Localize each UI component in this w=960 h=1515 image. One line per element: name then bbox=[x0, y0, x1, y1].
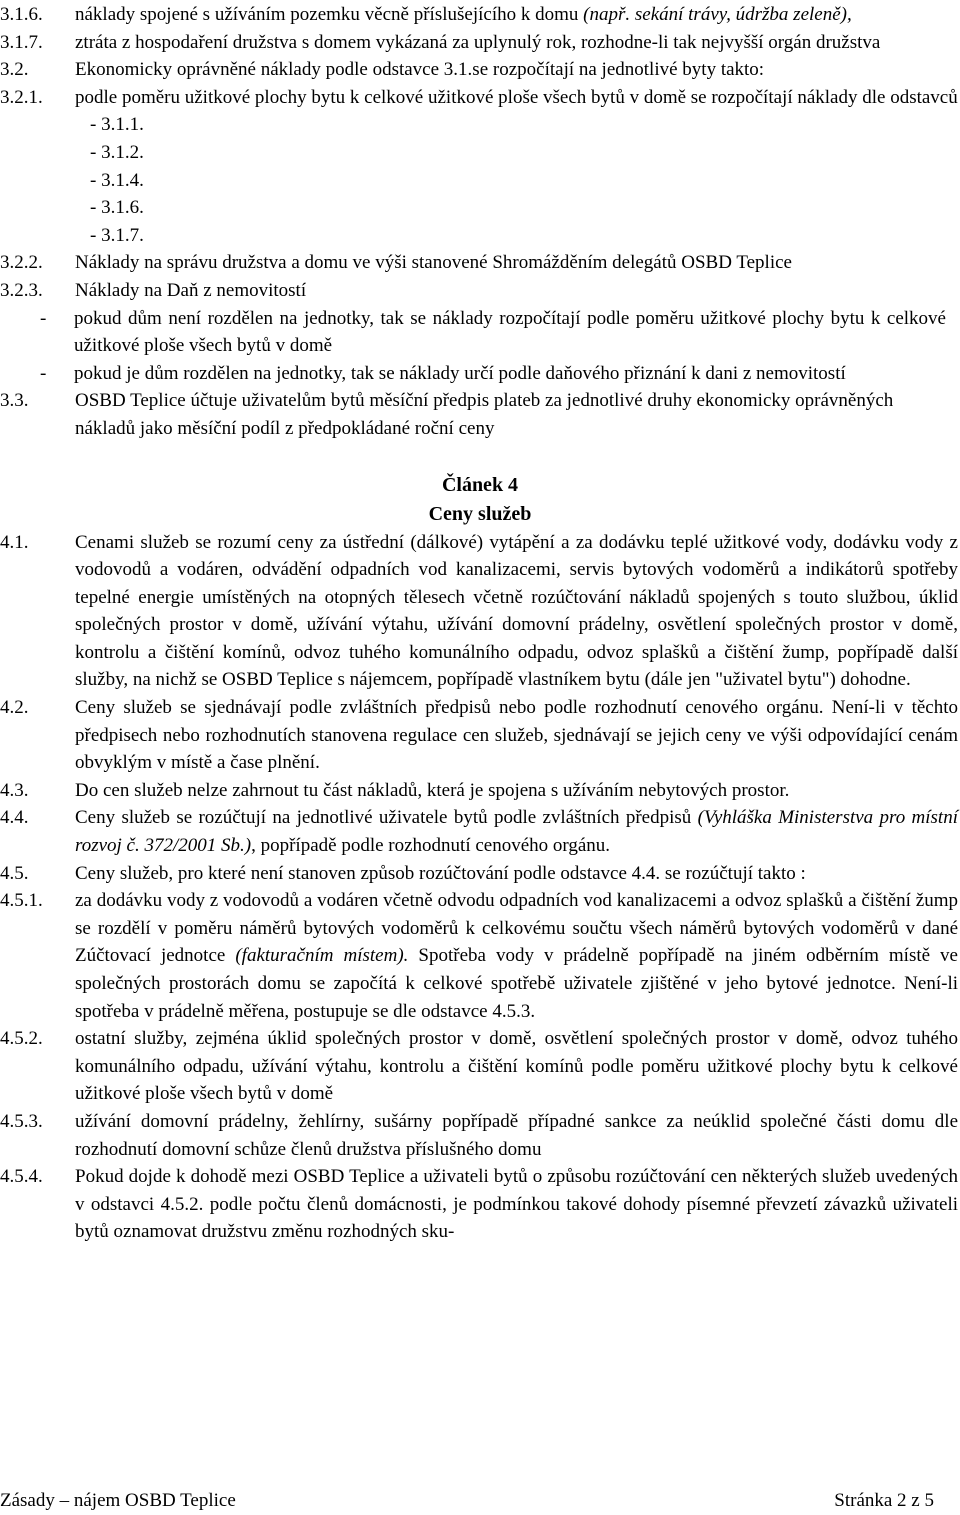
paragraph-text: podle poměru užitkové plochy bytu k celkové užitkové ploše všech bytů v domě se rozpočítají náklady dle odstavců bbox=[75, 86, 958, 108]
paragraph-4-5-2 bbox=[0, 1025, 960, 1108]
paragraph-text: Pokud dojde k dohodě mezi OSBD Teplice a uživateli bytů o způsobu rozúčtování cen některých služeb uvedených v odstavci 4.5.2. podle počtu členů domácnosti, je podmínkou takové dohody písemné převzetí závazků uživateli bytů oznamovat družstvu změnu rozhodných sku- bbox=[75, 1166, 958, 1243]
spacer bbox=[0, 443, 960, 471]
paragraph-3-2-2 bbox=[0, 249, 960, 277]
paragraph-text bbox=[75, 1, 960, 29]
paragraph-text: Náklady na Daň z nemovitostí bbox=[75, 279, 307, 301]
paragraph-4-1 bbox=[0, 529, 960, 695]
paragraph-3-2 bbox=[0, 56, 960, 84]
section-number: 4.1. bbox=[0, 531, 29, 553]
list-item: - 3.1.6. bbox=[90, 197, 144, 219]
list-item: - 3.1.1. bbox=[90, 114, 144, 136]
text-run: , popřípadě podle rozhodnutí cenového orgánu. bbox=[251, 835, 611, 857]
paragraph-4-4 bbox=[0, 804, 960, 859]
article-subtitle: Ceny služeb bbox=[428, 502, 532, 525]
paragraph-4-5-1 bbox=[0, 887, 960, 1025]
section-number: 4.5.1. bbox=[0, 890, 43, 912]
section-number: 3.2.1. bbox=[0, 86, 43, 108]
section-number: 4.5.4. bbox=[0, 1166, 43, 1188]
section-number: 3.2.2. bbox=[0, 252, 43, 274]
paragraph-3-2-1 bbox=[0, 84, 960, 250]
page-footer bbox=[0, 1488, 934, 1514]
text-run: Ceny služeb se rozúčtují na jednotlivé uživatele bytů podle zvláštních předpisů bbox=[75, 807, 698, 829]
sub-item-text: pokud je dům rozdělen na jednotky, tak se náklady určí podle daňového přiznání k dani z nemovitostí bbox=[74, 362, 846, 384]
paragraph-text bbox=[75, 887, 960, 1025]
section-number: 4.3. bbox=[0, 779, 29, 801]
paragraph-4-3 bbox=[0, 777, 960, 805]
paragraph-text: Ceny služeb se sjednávají podle zvláštních předpisů nebo podle rozhodnutí cenového orgánu. Není-li v těchto předpisech nebo rozhodnutích stanovena regulace cen služeb, sjednávají se jejich ceny ve výši odpovídající cenám obvyklým v místě a čase plnění. bbox=[75, 697, 958, 774]
dash-marker: - bbox=[40, 307, 47, 329]
italic-run: (fakturačním místem). bbox=[235, 945, 409, 967]
paragraph-3-1-7 bbox=[0, 29, 960, 57]
section-number: 4.5.2. bbox=[0, 1028, 43, 1050]
paragraph-body bbox=[75, 84, 960, 250]
paragraph-text bbox=[75, 804, 960, 859]
section-number: 4.4. bbox=[0, 807, 29, 829]
paragraph-4-2 bbox=[0, 694, 960, 777]
italic-run: (Vyhláška Ministerstva pro místní rozvoj č. 372/2001 Sb.) bbox=[75, 807, 958, 857]
section-number: 3.2.3. bbox=[0, 279, 43, 301]
section-number: 3.2. bbox=[0, 59, 29, 81]
paragraph-text: Náklady na správu družstva a domu ve výši stanovené Shromážděním delegátů OSBD Teplice bbox=[75, 252, 792, 274]
section-number: 3.1.7. bbox=[0, 31, 43, 53]
paragraph-text: OSBD Teplice účtuje uživatelům bytů měsíční předpis plateb za jednotlivé druhy ekonomicky oprávněných nákladů jako měsíční podíl z předpokládané roční ceny bbox=[75, 390, 894, 439]
paragraph-text: Ekonomicky oprávněné náklady podle odstavce 3.1.se rozpočítají na jednotlivé byty takto: bbox=[75, 59, 765, 81]
list-item: - 3.1.2. bbox=[90, 141, 144, 163]
paragraph-text: Do cen služeb nelze zahrnout tu část nákladů, která je spojena s užíváním nebytových prostor. bbox=[75, 779, 790, 801]
paragraph-text: Ceny služeb, pro které není stanoven způsob rozúčtování podle odstavce 4.4. se rozúčtují takto : bbox=[75, 862, 806, 884]
paragraph-3-3 bbox=[0, 387, 960, 442]
text-run: náklady spojené s užíváním pozemku věcně příslušejícího k domu bbox=[75, 4, 584, 25]
paragraph-4-5-3 bbox=[0, 1108, 960, 1163]
paragraph-text: ztráta z hospodaření družstva s domem vykázaná za uplynulý rok, rozhodne-li tak nejvyšší orgán družstva bbox=[75, 31, 881, 53]
sub-item-1 bbox=[0, 305, 960, 360]
sub-item-text: pokud dům není rozdělen na jednotky, tak se náklady rozpočítají podle poměru užitkové plochy bytu k celkové užitkové ploše všech bytů v domě bbox=[74, 307, 946, 357]
section-number: 4.5.3. bbox=[0, 1110, 43, 1132]
paragraph-3-1-6 bbox=[0, 1, 960, 29]
paragraph-4-5 bbox=[0, 860, 960, 888]
paragraph-3-2-3 bbox=[0, 277, 960, 305]
text-run: za dodávku vody z vodovodů a vodáren včetně odvodu odpadních vod kanalizacemi a odvoz splašků a čištění žump se rozdělí v poměru náměrů bytových vodoměrů k celkovému součtu všech náměrů bytových vodoměrů v dané Zúčtovací jednotce bbox=[75, 890, 958, 967]
paragraph-text: ostatní služby, zejména úklid společných prostor v domě, osvětlení společných prostor v domě, odvoz tuhého komunálního odpadu, užívání výtahu, kontrolu a čištění komínů podle poměru užitkové plochy bytu k celkové užitkové ploše všech bytů v domě bbox=[75, 1028, 958, 1105]
paragraph-text: užívání domovní prádelny, žehlírny, sušárny popřípadě případné sankce za neúklid společné části domu dle rozhodnutí domovní schůze členů družstva příslušného domu bbox=[75, 1110, 958, 1160]
sub-item-2 bbox=[0, 360, 960, 388]
list-item: - 3.1.4. bbox=[90, 169, 144, 191]
paragraph-4-5-4 bbox=[0, 1163, 960, 1246]
document-page bbox=[0, 1, 960, 1246]
list-item: - 3.1.7. bbox=[90, 224, 144, 246]
footer-page-number: Stránka 2 z 5 bbox=[834, 1490, 934, 1511]
paragraph-text: Cenami služeb se rozumí ceny za ústřední (dálkové) vytápění a za dodávku teplé užitkové vody, dodávku vody z vodovodů a vodáren, odvádění odpadních vod kanalizacemi, servis bytových vodoměrů a indikátorů spotřeby tepelné energie umístěných na otopných tělesech včetně rozúčtování nákladů spojených s touto službou, úklid společných prostor v domě, užívání výtahu, užívání domovní prádelny, osvětlení společných prostor v domě, kontrolu a čištění komínů, odvoz tuhého komunálního odpadu, odvoz splašků a čištění žump, popřípadě další služby, na nichž se OSBD Teplice s nájemcem, popřípadě vlastníkem bytu (dále jen "uživatel bytu") dohodne. bbox=[75, 531, 958, 691]
section-number: 3.1.6. bbox=[0, 4, 43, 25]
text-run: Spotřeba vody v prádelně popřípadě na jiném odběrním místě ve společných prostorách domu se započítá k celkové spotřebě uživatele zjištěné v jeho bytové jednotce. Není-li spotřeba v prádelně měřena, postupuje se dle odstavce 4.5.3. bbox=[75, 945, 958, 1022]
footer-document-title: Zásady – nájem OSBD Teplice bbox=[0, 1490, 236, 1511]
section-number: 4.5. bbox=[0, 862, 29, 884]
section-number: 4.2. bbox=[0, 697, 29, 719]
article-title: Článek 4 bbox=[441, 473, 519, 496]
section-number: 3.3. bbox=[0, 390, 29, 412]
dash-marker: - bbox=[40, 362, 47, 384]
italic-run: (např. sekání trávy, údržba zeleně), bbox=[583, 4, 852, 25]
